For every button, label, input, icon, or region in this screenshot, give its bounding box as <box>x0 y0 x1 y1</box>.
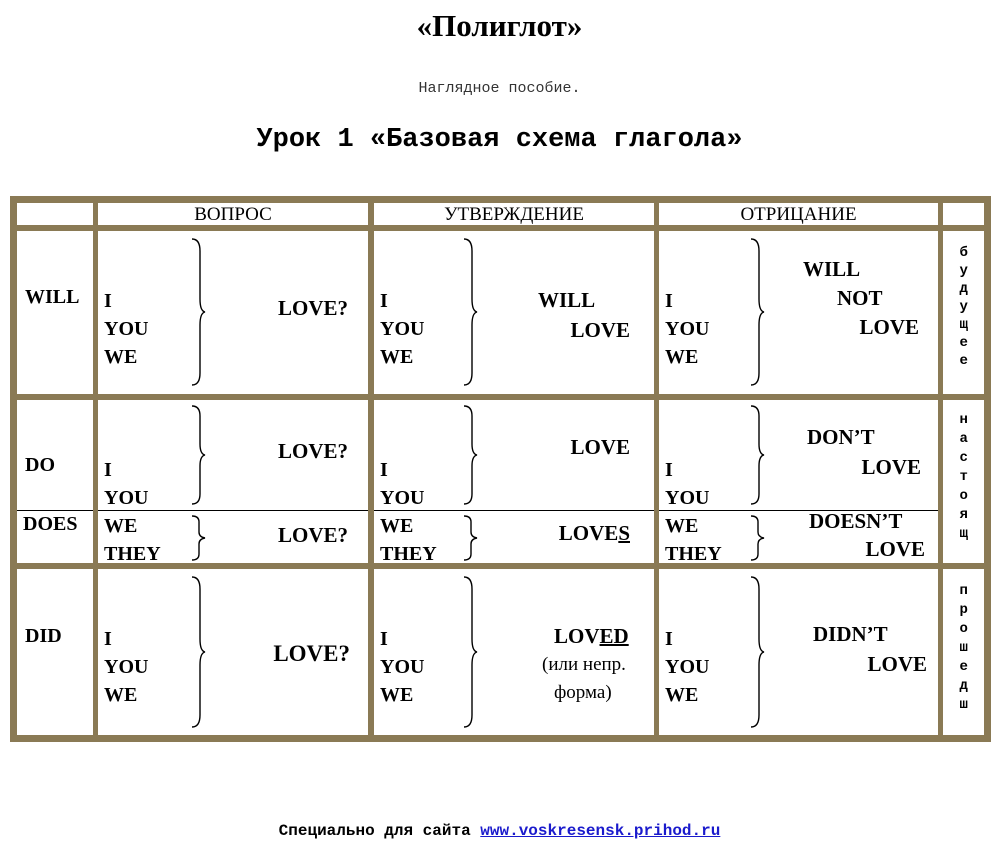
brace-icon <box>190 237 206 387</box>
footer-link[interactable]: www.voskresensk.prihod.ru <box>480 822 721 840</box>
header-negation: ОТРИЦАНИЕ <box>659 203 938 225</box>
future-statement-verb: WILL LOVE <box>538 288 630 342</box>
pronoun-list: I YOU WE <box>104 290 149 368</box>
header-tense-corner <box>943 203 984 225</box>
footer <box>0 822 999 840</box>
tense-present-text: настоящ <box>955 412 972 545</box>
brace-icon <box>190 514 206 562</box>
pronoun-list: I YOU WE <box>380 628 425 706</box>
present-do-negation-verb: DON’T LOVE <box>807 425 921 479</box>
footer-prefix: Специально для сайта <box>278 822 471 840</box>
aux-cell-will <box>17 231 93 394</box>
past-question-cell <box>98 569 368 735</box>
past-question-verb: LOVE? <box>273 641 350 666</box>
pronoun-list-third <box>104 511 144 563</box>
tense-past-text: прошедш <box>955 583 972 716</box>
pronoun-list: I YOU WE <box>665 290 710 368</box>
past-negation-cell <box>659 569 938 735</box>
present-does-statement-verb: LOVES <box>558 521 630 545</box>
present-negation-cell <box>659 400 938 563</box>
brace-icon <box>462 575 478 729</box>
past-note-line-2: форма) <box>554 682 612 703</box>
brace-icon <box>749 237 765 387</box>
page-title: «Полиглот» <box>416 8 583 43</box>
row-divider <box>17 510 93 511</box>
future-negation-cell <box>659 231 938 394</box>
pronoun-list: I YOU WE THEY <box>665 459 722 563</box>
pronoun-list: I YOU WE <box>104 628 149 706</box>
aux-does: DOES <box>23 513 78 535</box>
brace-icon <box>462 404 478 506</box>
present-question-cell <box>98 400 368 563</box>
future-statement-cell <box>374 231 654 394</box>
aux-will: WILL <box>25 286 80 308</box>
header-statement: УТВЕРЖДЕНИЕ <box>374 203 654 225</box>
aux-do: DO <box>25 454 55 476</box>
present-do-question-verb: LOVE? <box>277 439 348 463</box>
pronoun-list: I YOU WE THEY <box>380 459 437 563</box>
pronoun-list: I YOU WE <box>665 628 710 706</box>
pronoun-list: I YOU WE <box>380 290 425 368</box>
future-question-verb: LOVE? <box>277 296 348 320</box>
brace-icon <box>749 575 765 729</box>
past-note-line-1: (или непр. <box>542 654 626 675</box>
brace-icon <box>749 404 765 506</box>
subtitle: Наглядное пособие. <box>418 80 581 97</box>
lesson-title: Урок 1 «Базовая схема глагола» <box>256 125 743 155</box>
present-do-statement-verb: LOVE <box>570 435 630 459</box>
past-statement-cell <box>374 569 654 735</box>
aux-cell-present <box>17 400 93 563</box>
aux-did: DID <box>25 625 62 647</box>
future-question-cell <box>98 231 368 394</box>
brace-icon <box>462 514 478 562</box>
tense-future-text: будущее <box>955 245 972 371</box>
present-does-negation-verb: DOESN’T LOVE <box>809 509 925 561</box>
present-does-question-verb: LOVE? <box>277 523 348 547</box>
pronoun-list: I YOU WE THEY <box>104 459 161 563</box>
verb-table <box>10 196 991 742</box>
past-statement-verb: LOVED (или непр. форма) <box>542 621 654 707</box>
brace-icon <box>190 575 206 729</box>
brace-icon <box>749 514 765 562</box>
past-negation-verb: DIDN’T LOVE <box>813 622 927 676</box>
tense-label-past <box>943 569 984 735</box>
pronoun-list-third <box>665 511 705 563</box>
future-negation-verb: WILL NOT LOVE <box>803 257 919 339</box>
pronoun-list-third <box>380 511 420 563</box>
tense-label-present <box>943 400 984 563</box>
header-corner <box>17 203 93 225</box>
brace-icon <box>462 237 478 387</box>
tense-label-future <box>943 231 984 394</box>
present-statement-cell <box>374 400 654 563</box>
header-question: ВОПРОС <box>98 203 368 225</box>
aux-cell-did <box>17 569 93 735</box>
brace-icon <box>190 404 206 506</box>
